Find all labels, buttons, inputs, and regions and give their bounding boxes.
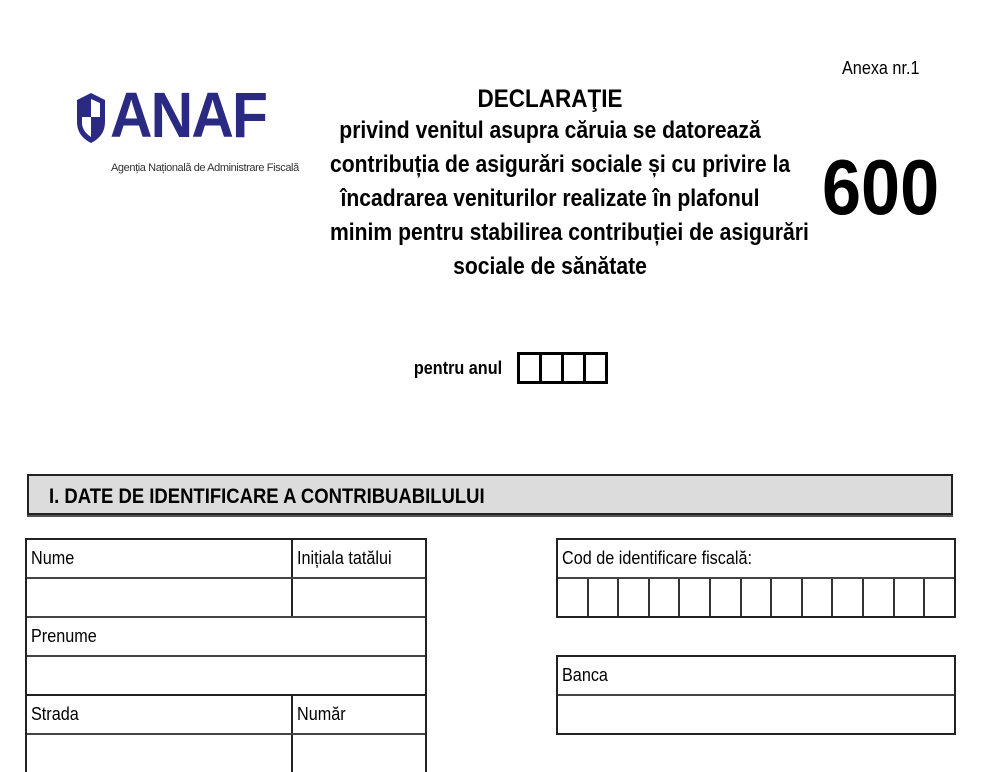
cif-digit-box[interactable] bbox=[558, 579, 589, 616]
table-row bbox=[27, 579, 425, 618]
strada-field[interactable] bbox=[27, 735, 291, 772]
cif-digit-box[interactable] bbox=[772, 579, 803, 616]
cif-digit-box[interactable] bbox=[803, 579, 834, 616]
table-row bbox=[27, 735, 425, 772]
nume-label: Nume bbox=[31, 548, 75, 568]
cif-box bbox=[556, 538, 956, 618]
title-line: încadrarea veniturilor realizate în plafonul bbox=[340, 185, 760, 212]
strada-label: Strada bbox=[31, 704, 79, 724]
prenume-field[interactable] bbox=[27, 657, 423, 694]
initiala-label: Inițiala tatălui bbox=[291, 540, 423, 577]
anaf-logo bbox=[73, 79, 299, 178]
table-row bbox=[27, 618, 425, 657]
year-row bbox=[409, 352, 608, 384]
cif-digit-box[interactable] bbox=[925, 579, 954, 616]
title-main: DECLARAŢIE bbox=[477, 85, 623, 113]
prenume-label: Prenume bbox=[31, 626, 97, 646]
numar-label: Număr bbox=[291, 696, 423, 733]
table-row bbox=[27, 540, 425, 579]
bank-box bbox=[556, 655, 956, 735]
cif-digit-box[interactable] bbox=[864, 579, 895, 616]
cif-digit-box[interactable] bbox=[589, 579, 620, 616]
cif-label: Cod de identificare fiscală: bbox=[558, 540, 954, 579]
cif-input[interactable] bbox=[558, 579, 954, 616]
bank-field[interactable] bbox=[558, 696, 954, 733]
table-row bbox=[27, 657, 425, 696]
title-line: contribuția de asigurări sociale și cu privire la bbox=[330, 151, 791, 178]
cif-digit-box[interactable] bbox=[895, 579, 926, 616]
table-row bbox=[27, 696, 425, 735]
form-number: 600 bbox=[822, 143, 940, 231]
cif-digit-box[interactable] bbox=[833, 579, 864, 616]
nume-field[interactable] bbox=[27, 579, 291, 616]
annex-label: Anexa nr.1 bbox=[842, 58, 920, 78]
section-title: I. DATE DE IDENTIFICARE A CONTRIBUABILULUI bbox=[49, 485, 485, 508]
initiala-field[interactable] bbox=[291, 579, 423, 616]
year-digit-box[interactable] bbox=[564, 355, 586, 381]
year-label: pentru anul bbox=[413, 357, 503, 378]
identity-table bbox=[25, 538, 427, 772]
title-line: sociale de sănătate bbox=[453, 253, 647, 280]
year-input[interactable] bbox=[517, 352, 608, 384]
numar-field[interactable] bbox=[291, 735, 423, 772]
document-title bbox=[300, 84, 809, 284]
logo-wordmark: ANAF bbox=[110, 79, 267, 151]
year-digit-box[interactable] bbox=[542, 355, 564, 381]
shield-icon bbox=[75, 92, 107, 144]
agency-name: Agenția Națională de Administrare Fiscală bbox=[111, 162, 299, 174]
bank-label: Banca bbox=[558, 657, 954, 696]
cif-digit-box[interactable] bbox=[650, 579, 681, 616]
cif-digit-box[interactable] bbox=[680, 579, 711, 616]
year-digit-box[interactable] bbox=[586, 355, 605, 381]
cif-digit-box[interactable] bbox=[711, 579, 742, 616]
cif-digit-box[interactable] bbox=[742, 579, 773, 616]
cif-digit-box[interactable] bbox=[619, 579, 650, 616]
title-line: minim pentru stabilirea contribuției de asigurări bbox=[330, 219, 809, 246]
year-digit-box[interactable] bbox=[520, 355, 542, 381]
section-header bbox=[27, 474, 953, 515]
title-line: privind venitul asupra căruia se datorează bbox=[339, 117, 761, 144]
